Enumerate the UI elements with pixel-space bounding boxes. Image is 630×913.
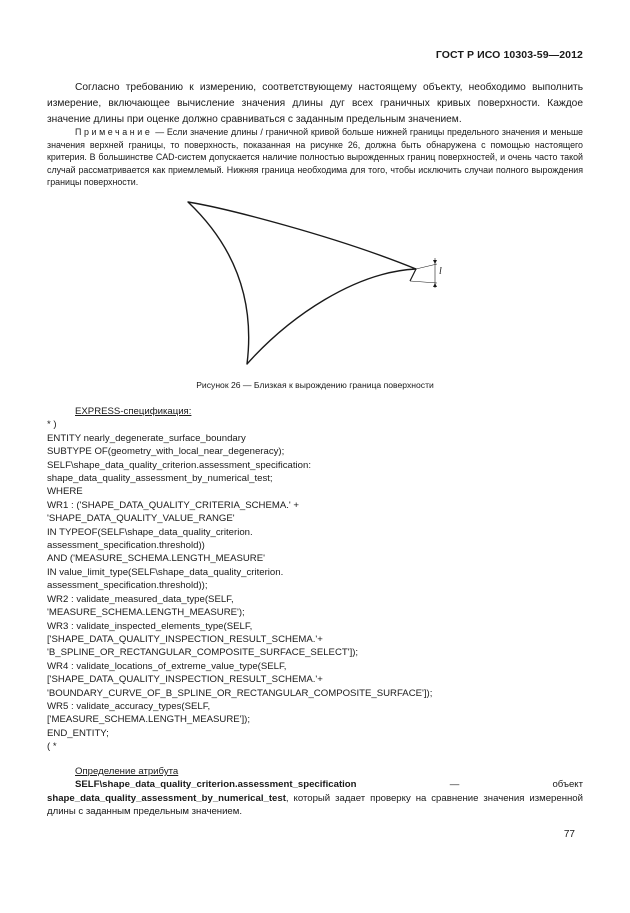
- code-line: IN TYPEOF(SELF\shape_data_quality_criterion.: [47, 526, 253, 538]
- code-line: ['SHAPE_DATA_QUALITY_INSPECTION_RESULT_SCHEMA.'+: [47, 674, 323, 686]
- dimension-label: l: [439, 266, 442, 277]
- code-line: WR4 : validate_locations_of_extreme_value_type(SELF,: [47, 660, 287, 672]
- code-line: WHERE: [47, 486, 83, 498]
- page-number: 77: [563, 829, 575, 840]
- document-header: ГОСТ Р ИСО 10303-59—2012: [435, 49, 583, 61]
- express-specification: [47, 405, 607, 754]
- code-line: shape_data_quality_assessment_by_numerical_test;: [47, 473, 273, 485]
- code-line: WR5 : validate_accuracy_types(SELF,: [47, 700, 211, 712]
- figure-26-surface-drawing: [185, 196, 445, 368]
- express-code: [47, 418, 607, 753]
- surface-boundary-outline: [188, 202, 416, 364]
- code-line: END_ENTITY;: [47, 727, 109, 739]
- code-line: ( *: [47, 741, 57, 753]
- attribute-dash: — объект: [356, 779, 583, 791]
- note-label: Примечание: [75, 127, 153, 137]
- attribute-type: shape_data_quality_assessment_by_numerical_test: [47, 792, 286, 804]
- code-line: assessment_specification.threshold)): [47, 540, 205, 552]
- note-text: — Если значение длины / граничной кривой больше нижней границы предельного значения и меньше значения верхней границы, то поверхность, показанная на рисунке 26, должна быть обнаружена с помощью настоящего критерия. В большинстве CAD-систем допускается наличие полностью вырожденных границ поверхностей, и очень часто такой случай рассматривается как приемлемый. Нижняя граница необходима для того, чтобы исключить случаи полного вырождения границы поверхности.: [47, 127, 583, 188]
- code-line: WR1 : ('SHAPE_DATA_QUALITY_CRITERIA_SCHEMA.' +: [47, 499, 300, 511]
- figure-caption: Рисунок 26 — Близкая к вырождению граница поверхности: [196, 380, 434, 390]
- code-line: SUBTYPE OF(geometry_with_local_near_degeneracy);: [47, 446, 285, 458]
- body-paragraph: [47, 80, 583, 129]
- attribute-name: SELF\shape_data_quality_criterion.assessment_specification: [75, 779, 357, 791]
- code-line: 'SHAPE_DATA_QUALITY_VALUE_RANGE': [47, 513, 235, 525]
- code-line: WR3 : validate_inspected_elements_type(SELF,: [47, 620, 253, 632]
- code-line: 'B_SPLINE_OR_RECTANGULAR_COMPOSITE_SURFACE_SELECT']);: [47, 647, 359, 659]
- attribute-text: [47, 778, 583, 818]
- code-line: IN value_limit_type(SELF\shape_data_quality_criterion.: [47, 566, 284, 578]
- code-line: WR2 : validate_measured_data_type(SELF,: [47, 593, 234, 605]
- attribute-title: Определение атрибута: [75, 766, 179, 777]
- code-line: 'MEASURE_SCHEMA.LENGTH_MEASURE');: [47, 607, 245, 619]
- code-line: 'BOUNDARY_CURVE_OF_B_SPLINE_OR_RECTANGULAR_COMPOSITE_SURFACE']);: [47, 687, 433, 699]
- note-block: [47, 126, 583, 189]
- body-paragraph-text: Согласно требованию к измерению, соответствующему настоящему объекту, необходимо выполнить измерение, включающее вычисление значения длины дуг всех граничных кривых поверхности. Каждое значение длины при оценке должно сравниваться с заданным предельным значением.: [47, 82, 583, 126]
- code-line: ENTITY nearly_degenerate_surface_boundary: [47, 432, 246, 444]
- attribute-definition: [47, 765, 583, 819]
- code-line: * ): [47, 419, 57, 431]
- attribute-description: , который задает проверку на сравнение значения измеренной длины с заданным предельным значением.: [47, 792, 583, 818]
- code-line: ['SHAPE_DATA_QUALITY_INSPECTION_RESULT_SCHEMA.'+: [47, 633, 323, 645]
- code-line: ['MEASURE_SCHEMA.LENGTH_MEASURE']);: [47, 714, 251, 726]
- code-line: assessment_specification.threshold));: [47, 580, 208, 592]
- express-title: EXPRESS-спецификация:: [75, 406, 192, 417]
- code-line: AND ('MEASURE_SCHEMA.LENGTH_MEASURE': [47, 553, 265, 565]
- degenerate-edge: [410, 269, 416, 281]
- code-line: SELF\shape_data_quality_criterion.assessment_specification:: [47, 459, 311, 471]
